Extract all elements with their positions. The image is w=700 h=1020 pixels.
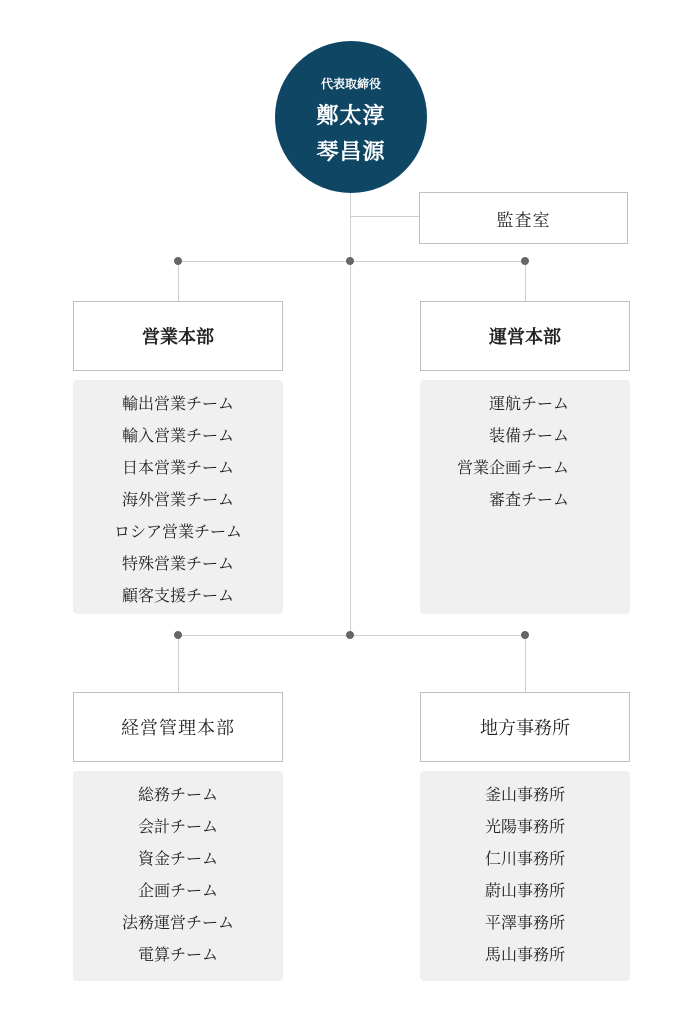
department-box-regional: 地方事務所 bbox=[420, 692, 630, 762]
team-list-management bbox=[73, 771, 283, 981]
audit-connector bbox=[350, 216, 419, 217]
team-item: 総務チーム bbox=[137, 785, 218, 804]
team-item: 営業企画チーム bbox=[457, 458, 570, 477]
team-item: 審査チーム bbox=[489, 490, 570, 509]
junction-dot bbox=[521, 631, 529, 639]
team-item: 仁川事務所 bbox=[484, 849, 565, 868]
department-box-sales: 営業本部 bbox=[73, 301, 283, 371]
team-item: 馬山事務所 bbox=[484, 945, 565, 964]
team-item: 資金チーム bbox=[137, 849, 218, 868]
team-item: 特殊営業チーム bbox=[121, 554, 234, 573]
junction-dot bbox=[346, 631, 354, 639]
team-item: 蔚山事務所 bbox=[484, 881, 565, 900]
junction-dot bbox=[346, 257, 354, 265]
team-item: 日本営業チーム bbox=[121, 458, 234, 477]
team-item: 法務運営チーム bbox=[121, 913, 234, 932]
junction-dot bbox=[174, 631, 182, 639]
team-list-operations bbox=[420, 380, 630, 614]
audit-office-box: 監査室 bbox=[419, 192, 628, 244]
team-item: 釜山事務所 bbox=[484, 785, 565, 804]
junction-dot bbox=[521, 257, 529, 265]
department-box-operations: 運営本部 bbox=[420, 301, 630, 371]
team-item: 海外営業チーム bbox=[121, 490, 234, 509]
bottom-right-drop bbox=[525, 635, 526, 692]
ceo-name: 鄭太淳 bbox=[316, 104, 386, 129]
team-item: 電算チーム bbox=[137, 945, 218, 964]
department-box-management: 経営管理本部 bbox=[73, 692, 283, 762]
ceo-role: 代表取締役 bbox=[320, 77, 381, 91]
team-item: ロシア営業チーム bbox=[113, 522, 242, 541]
team-item: 平澤事務所 bbox=[484, 913, 565, 932]
team-item: 顧客支援チーム bbox=[121, 586, 234, 605]
team-item: 企画チーム bbox=[137, 881, 218, 900]
team-item: 輸出営業チーム bbox=[121, 394, 234, 413]
team-item: 運航チーム bbox=[489, 394, 570, 413]
team-list-regional bbox=[420, 771, 630, 981]
top-left-drop bbox=[178, 261, 179, 301]
bottom-left-drop bbox=[178, 635, 179, 692]
team-list-sales bbox=[73, 380, 283, 614]
team-item: 装備チーム bbox=[489, 426, 570, 445]
team-item: 会計チーム bbox=[137, 817, 218, 836]
junction-dot bbox=[174, 257, 182, 265]
team-item: 輸入営業チーム bbox=[121, 426, 234, 445]
team-item: 光陽事務所 bbox=[484, 817, 565, 836]
ceo-name: 琴昌源 bbox=[316, 140, 386, 165]
ceo-node bbox=[275, 41, 427, 193]
top-right-drop bbox=[525, 261, 526, 301]
